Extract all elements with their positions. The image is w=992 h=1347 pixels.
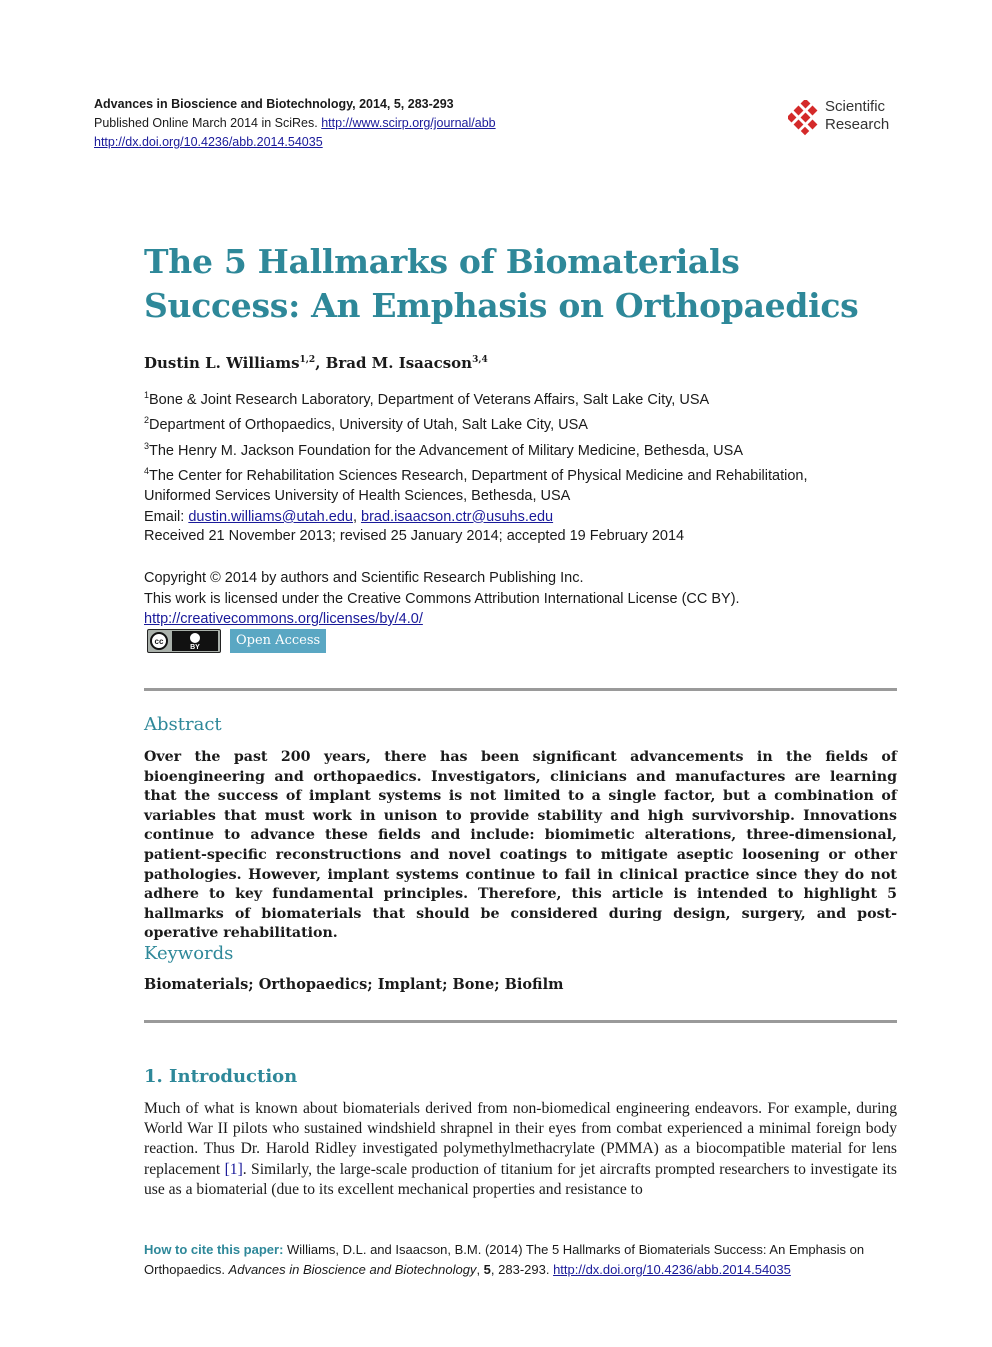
license-link[interactable]: http://creativecommons.org/licenses/by/4.0/ bbox=[144, 611, 423, 627]
journal-link[interactable]: http://www.scirp.org/journal/abb bbox=[321, 116, 496, 130]
affiliation-4-cont: Uniformed Services University of Health Sciences, Bethesda, USA bbox=[144, 488, 571, 505]
affiliation-num: 4 bbox=[144, 465, 150, 476]
author-separator: , bbox=[315, 354, 326, 372]
affiliation-4 bbox=[144, 461, 884, 486]
cite-text: Williams, D.L. and Isaacson, B.M. (2014) The 5 Hallmarks of Biomaterials Success: An Emphasis on Orthopaedics. bbox=[144, 1242, 865, 1277]
paper-title: The 5 Hallmarks of Biomaterials Success: An Emphasis on Orthopaedics bbox=[144, 242, 859, 325]
by-icon bbox=[172, 631, 218, 651]
license-line: This work is licensed under the Creative Commons Attribution International License (CC BY). bbox=[144, 590, 740, 607]
author-list bbox=[144, 354, 488, 372]
affiliation-text: Bone & Joint Research Laboratory, Department of Veterans Affairs, Salt Lake City, USA bbox=[149, 391, 710, 408]
received-date: Received 21 November 2013 bbox=[144, 528, 332, 544]
open-access-badge[interactable]: Open Access bbox=[230, 629, 326, 653]
affiliations bbox=[144, 385, 884, 527]
affiliation-text: The Center for Rehabilitation Sciences Research, Department of Physical Medicine and Rehabilitation, bbox=[149, 467, 808, 484]
cite-separator: , bbox=[476, 1261, 484, 1277]
author-2: Brad M. Isaacson bbox=[325, 354, 473, 372]
cite-pages: , 283-293. bbox=[490, 1261, 554, 1277]
keywords-text: Biomaterials; Orthopaedics; Implant; Bone; Biofilm bbox=[144, 976, 564, 993]
cite-journal: Advances in Bioscience and Biotechnology bbox=[228, 1261, 477, 1277]
doi-link[interactable]: http://dx.doi.org/10.4236/abb.2014.54035 bbox=[94, 135, 323, 149]
cc-icon: cc bbox=[150, 632, 168, 650]
keywords-heading: Keywords bbox=[144, 943, 234, 964]
how-to-cite bbox=[144, 1240, 899, 1279]
accepted-date: ; accepted 19 February 2014 bbox=[498, 528, 685, 544]
affiliation-num: 2 bbox=[144, 415, 150, 426]
reference-link[interactable]: [1] bbox=[224, 1160, 243, 1178]
email-separator: , bbox=[352, 508, 362, 525]
abstract-heading: Abstract bbox=[144, 714, 222, 735]
logo-line1: Scientific bbox=[825, 98, 886, 115]
cite-volume: 5 bbox=[483, 1261, 491, 1277]
affiliation-num: 3 bbox=[144, 440, 150, 451]
revised-date: ; revised 25 January 2014 bbox=[331, 528, 499, 544]
published-text: Published Online March 2014 in SciRes. bbox=[94, 116, 318, 130]
published-line bbox=[94, 114, 496, 133]
cite-label: How to cite this paper: bbox=[144, 1242, 284, 1257]
intro-text-part-1: Much of what is known about biomaterials derived from non-biomedical engineering endeavors. For example, during World War II pilots who sustained windshield shrapnel in their eyes from combat experienced a minimal foreign body reaction. Thus Dr. Harold Ridley investigated polymethylmethacrylate (PMMA) as a biocompatible material for lens replacement bbox=[144, 1100, 897, 1178]
intro-text-part-2: . Similarly, the large-scale production of titanium for jet aircrafts prompted researchers to investigate its use as a biomaterial (due to its excellent mechanical properties and resistance to bbox=[144, 1160, 897, 1198]
logo-mark-icon bbox=[788, 100, 824, 136]
abstract-text: Over the past 200 years, there has been significant advancements in the fields of bioengineering and orthopaedics. Investigators, clinicians and manufactures are learning that the success of implant systems is not limited to a single factor, but a combination of variables that must work in unison to provide stability and high survivorship. Innovations continue to advance these fields and include: biomimetic alterations, three-dimensional, patient-specific reconstructions and novel coatings to mitigate aseptic loosening or other pathologies. However, implant systems continue to fail in clinical practice since they do not adhere to key fundamental principles. Therefore, this article is intended to highlight 5 hallmarks of biomaterials that should be considered during design, surgery, and post-operative rehabilitation. bbox=[144, 749, 897, 942]
logo-line2: Research bbox=[825, 116, 890, 133]
email-line bbox=[144, 507, 884, 528]
affiliation-text: The Henry M. Jackson Foundation for the Advancement of Military Medicine, Bethesda, USA bbox=[149, 442, 743, 459]
introduction-heading: 1. Introduction bbox=[144, 1066, 298, 1087]
journal-header bbox=[94, 95, 496, 152]
license-badges bbox=[147, 629, 326, 655]
cc-by-badge[interactable] bbox=[147, 629, 221, 653]
affiliation-num: 1 bbox=[144, 390, 150, 400]
introduction-text bbox=[144, 1099, 897, 1200]
journal-citation: Advances in Bioscience and Biotechnology, 2014, 5, 283-293 bbox=[94, 97, 454, 111]
affiliation-3 bbox=[144, 436, 884, 461]
author-1-affil: 1,2 bbox=[299, 355, 316, 365]
author-1: Dustin L. Williams bbox=[144, 354, 300, 372]
email-label: Email: bbox=[144, 508, 189, 525]
affiliation-2 bbox=[144, 410, 884, 435]
person-icon bbox=[189, 632, 201, 644]
author-2-affil: 3,4 bbox=[472, 355, 488, 365]
email-link-1[interactable]: dustin.williams@utah.edu bbox=[188, 508, 353, 525]
affiliation-text: Department of Orthopaedics, University of Utah, Salt Lake City, USA bbox=[149, 417, 588, 434]
logo-text bbox=[825, 98, 889, 134]
affiliation-1 bbox=[144, 385, 884, 410]
divider-bottom bbox=[144, 1020, 897, 1023]
email-link-2[interactable]: brad.isaacson.ctr@usuhs.edu bbox=[361, 508, 554, 525]
by-label: BY bbox=[190, 643, 200, 651]
copyright-block bbox=[144, 568, 740, 630]
divider-top bbox=[144, 688, 897, 691]
scientific-research-logo bbox=[788, 98, 898, 138]
publication-dates bbox=[144, 528, 684, 544]
cite-doi-link[interactable]: http://dx.doi.org/10.4236/abb.2014.54035 bbox=[553, 1261, 791, 1277]
copyright-line: Copyright © 2014 by authors and Scientific Research Publishing Inc. bbox=[144, 570, 584, 586]
